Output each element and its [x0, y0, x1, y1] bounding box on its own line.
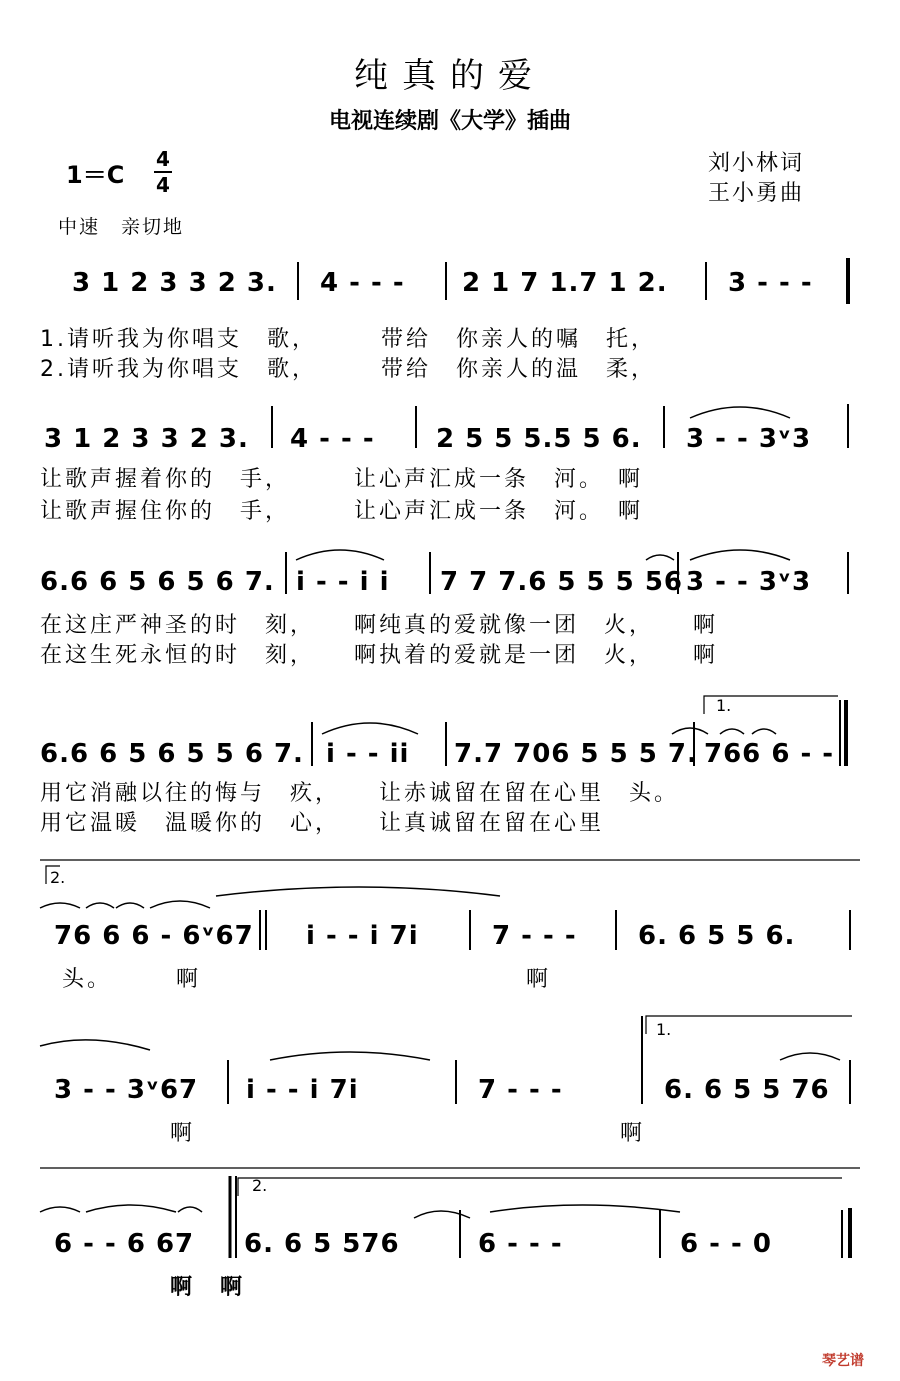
system-2-measure-3: 2 5 5 5.5 5 6. — [436, 424, 642, 454]
composer-credit: 王小勇曲 — [708, 181, 805, 206]
system-3-lyrics-verse-1: 在这庄严神圣的时 刻， 啊纯真的爱就像一团 火， 啊 — [40, 613, 719, 638]
time-signature-top: 4 — [156, 147, 170, 171]
system-5-measure-2: i - - i 7i — [306, 921, 419, 951]
system-5-lyrics: 头。 啊 啊 — [62, 967, 552, 992]
song-title: 纯真的爱 — [354, 56, 546, 96]
system-4-volta-label: 1. — [716, 696, 732, 715]
system-6-volta-label: 1. — [656, 1020, 672, 1039]
system-5-measure-1: 76 6 6 - 6ᵛ67 — [54, 921, 254, 951]
volta-brackets — [40, 696, 860, 1196]
system-5-measure-4: 6. 6 5 5 6. — [638, 921, 796, 951]
system-7-measure-4: 6 - - 0 — [680, 1229, 772, 1259]
system-3-measure-4: 3 - - 3ᵛ3 — [686, 567, 812, 597]
system-2-lyrics-verse-2: 让歌声握住你的 手， 让心声汇成一条 河。 啊 — [40, 499, 644, 524]
system-6-measure-3: 7 - - - — [478, 1075, 563, 1105]
system-1-lyrics-verse-1: 1.请听我为你唱支 歌， 带给 你亲人的嘱 托， — [40, 327, 656, 352]
watermark-logo: 琴艺谱 — [822, 1353, 864, 1369]
system-5-volta-label: 2. — [50, 868, 66, 887]
system-4-measure-3: 7.7 706 5 5 5 7. — [454, 739, 698, 769]
system-2-measure-2: 4 - - - — [290, 424, 375, 454]
system-6-measure-2: i - - i 7i — [246, 1075, 359, 1105]
system-4-measure-1: 6.6 6 5 6 5 5 6 7. — [40, 739, 304, 769]
system-4-measure-2: i - - ii — [326, 739, 410, 769]
system-7-measure-2: 6. 6 5 576 — [244, 1229, 400, 1259]
system-2-measure-1: 3 1 2 3 3 2 3. — [44, 424, 249, 454]
system-6-measure-4: 6. 6 5 5 76 — [664, 1075, 830, 1105]
system-5-measure-3: 7 - - - — [492, 921, 577, 951]
key-signature: 1＝C — [66, 161, 125, 189]
system-4-measure-4: 766 6 - - — [704, 739, 835, 769]
system-2-measure-4: 3 - - 3ᵛ3 — [686, 424, 812, 454]
time-signature-bottom: 4 — [156, 173, 170, 197]
tempo-marking: 中速 亲切地 — [58, 216, 185, 238]
song-subtitle: 电视连续剧《大学》插曲 — [328, 109, 571, 134]
system-1-measure-2: 4 - - - — [320, 268, 405, 298]
system-1-measure-3: 2 1 7 1.7 1 2. — [462, 268, 668, 298]
system-7-volta-label: 2. — [252, 1176, 268, 1195]
system-1-lyrics-verse-2: 2.请听我为你唱支 歌， 带给 你亲人的温 柔， — [40, 357, 656, 382]
system-3-measure-3: 7 7 7.6 5 5 5 56 — [440, 567, 684, 597]
system-7-lyrics: 啊 啊 — [170, 1275, 246, 1300]
ties-and-slurs — [40, 407, 840, 1218]
system-7-measure-3: 6 - - - — [478, 1229, 563, 1259]
system-4-lyrics-verse-1: 用它消融以往的悔与 疚， 让赤诚留在留在心里 头。 — [40, 781, 680, 806]
lyricist-credit: 刘小林词 — [708, 151, 805, 176]
system-2-lyrics-verse-1: 让歌声握着你的 手， 让心声汇成一条 河。 啊 — [40, 467, 644, 492]
system-7-measure-1: 6 - - 6 67 — [54, 1229, 195, 1259]
system-6-measure-1: 3 - - 3ᵛ67 — [54, 1075, 199, 1105]
system-4-lyrics-verse-2: 用它温暖 温暖你的 心， 让真诚留在留在心里 — [40, 811, 605, 836]
system-1-measure-4: 3 - - - — [728, 268, 813, 298]
system-6-lyrics: 啊 啊 — [170, 1121, 646, 1146]
system-3-measure-2: i - - i i — [296, 567, 390, 597]
system-3-lyrics-verse-2: 在这生死永恒的时 刻， 啊执着的爱就是一团 火， 啊 — [40, 643, 719, 668]
system-1-measure-1: 3 1 2 3 3 2 3. — [72, 268, 277, 298]
system-3-measure-1: 6.6 6 5 6 5 6 7. — [40, 567, 275, 597]
